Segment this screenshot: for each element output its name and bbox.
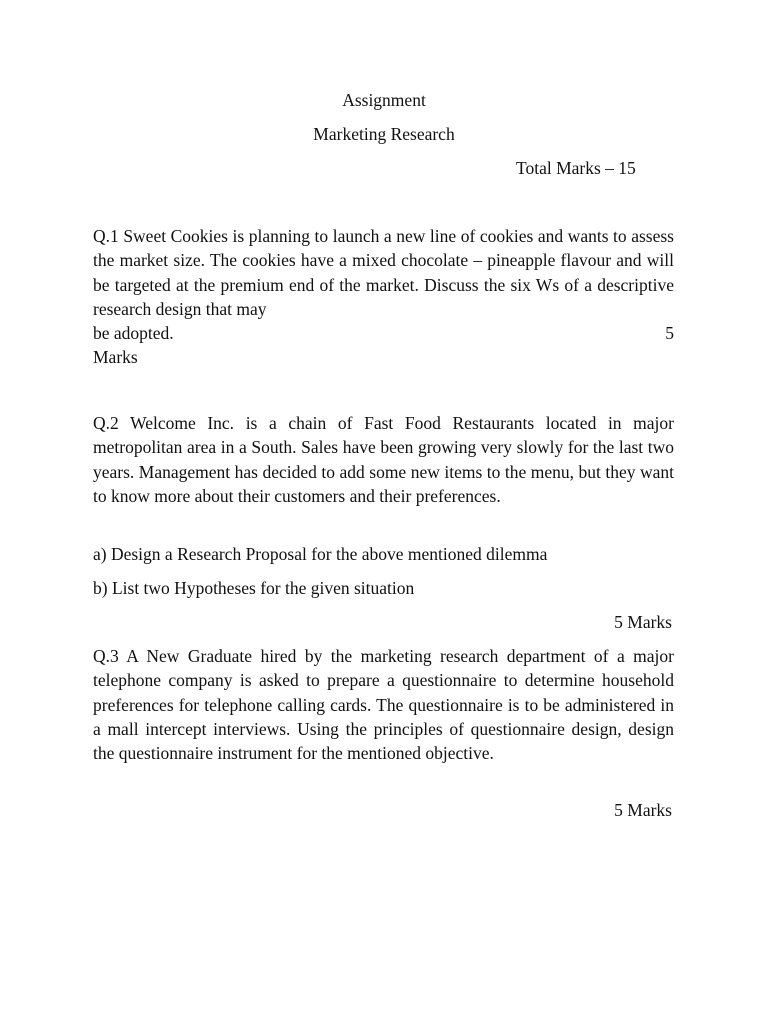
question-1 [93,224,674,370]
total-marks: Total Marks – 15 [516,158,636,178]
question-2-part-a: a) Design a Research Proposal for the above mentioned dilemma [93,544,548,564]
question-1-last-line-text: be adopted. [93,323,174,344]
question-2-part-b: b) List two Hypotheses for the given situation [93,578,415,598]
question-3-marks: 5 Marks [614,800,672,820]
question-1-marks-value: 5 [665,323,674,344]
question-3-text: Q.3 A New Graduate hired by the marketing research department of a major telephone company is asked to prepare a questionnaire to determine household preferences for telephone calling cards. The questionnaire is to be administered in a mall intercept interviews. Using the principles of questionnaire design, design the questionnaire instrument for the mentioned objective. [93,646,674,764]
question-1-marks-label: Marks [93,347,138,368]
question-2-text: Q.2 Welcome Inc. is a chain of Fast Food Restaurants located in major metropolitan area in a South. Sales have been growing very slowly for the last two years. Management has decided to add some new items to the menu, but they want to know more about their customers and their preferences. [93,413,674,506]
document-subtitle: Marketing Research [313,124,455,144]
document-title: Assignment [342,90,426,110]
question-1-text: Q.1 Sweet Cookies is planning to launch a new line of cookies and wants to assess the market size. The cookies have a mixed chocolate – pineapple flavour and will be targeted at the premium end of the market. Discuss the six Ws of a descriptive research design that may [93,226,674,319]
question-2-marks: 5 Marks [614,612,672,632]
question-1-last-line [93,321,674,345]
